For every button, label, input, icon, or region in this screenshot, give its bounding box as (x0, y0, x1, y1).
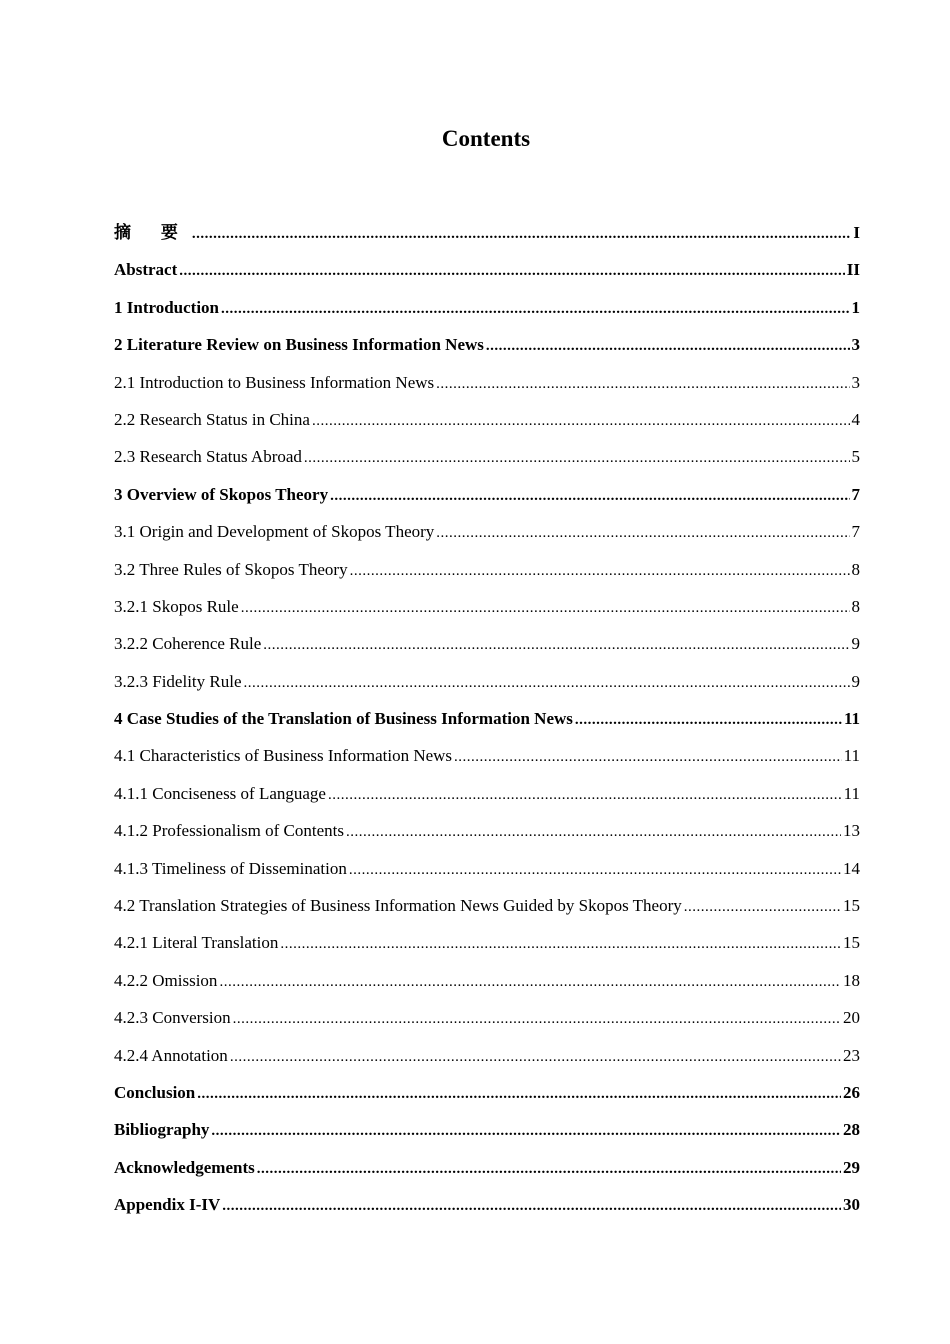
toc-entry-label: 4.2 Translation Strategies of Business Information News Guided by Skopos Theory (114, 896, 682, 916)
toc-entry-label: 2 Literature Review on Business Information News (114, 335, 484, 355)
toc-entry-page-number: 28 (843, 1120, 860, 1140)
toc-entry (114, 1111, 860, 1148)
toc-entry (114, 625, 860, 662)
toc-entry-page-number: 8 (851, 559, 860, 579)
toc-entry-page-number: 15 (843, 896, 860, 916)
toc-entry (114, 438, 860, 475)
toc-entry-label: Abstract (114, 260, 178, 280)
toc-entry (114, 1186, 860, 1223)
toc-dot-leader (684, 889, 841, 924)
table-of-contents (114, 214, 860, 1224)
toc-entry-label: 4.2.2 Omission (114, 970, 218, 990)
toc-entry (114, 775, 860, 812)
toc-entry-page-number: 9 (851, 634, 860, 654)
toc-entry-label: Bibliography (114, 1120, 210, 1140)
toc-entry-label: Appendix I-IV (114, 1195, 221, 1215)
toc-entry-page-number: II (846, 260, 860, 280)
toc-entry-label: 2.3 Research Status Abroad (114, 447, 302, 467)
toc-entry-label: 1 Introduction (114, 297, 220, 317)
toc-entry-page-number: 3 (851, 372, 860, 392)
toc-entry (114, 962, 860, 999)
toc-entry (114, 214, 860, 251)
toc-entry-page-number: 8 (851, 596, 860, 616)
toc-dot-leader (330, 478, 849, 513)
toc-entry-page-number: 15 (843, 933, 860, 953)
toc-dot-leader (454, 739, 842, 774)
toc-entry (114, 588, 860, 625)
toc-entry-page-number: 3 (851, 335, 860, 355)
toc-dot-leader (436, 515, 849, 550)
toc-dot-leader (222, 1188, 841, 1223)
toc-entry (114, 364, 860, 401)
toc-entry-page-number: 26 (843, 1082, 860, 1102)
toc-dot-leader (436, 366, 849, 401)
toc-entry (114, 887, 860, 924)
toc-dot-leader (486, 328, 850, 363)
toc-entry (114, 1037, 860, 1074)
toc-entry-page-number: 7 (851, 522, 860, 542)
toc-dot-leader (346, 814, 841, 849)
toc-entry-page-number: 9 (851, 671, 860, 691)
toc-entry-page-number: 7 (851, 484, 860, 504)
toc-dot-leader (349, 852, 841, 887)
toc-dot-leader (211, 1113, 841, 1148)
toc-entry (114, 663, 860, 700)
toc-entry-label: 摘 要 (114, 223, 190, 243)
toc-dot-leader (350, 553, 850, 588)
toc-entry (114, 551, 860, 588)
toc-entry (114, 999, 860, 1036)
toc-dot-leader (280, 926, 841, 961)
toc-entry (114, 513, 860, 550)
toc-dot-leader (244, 665, 850, 700)
toc-entry-page-number: 29 (843, 1157, 860, 1177)
toc-entry-label: 3.2.2 Coherence Rule (114, 634, 262, 654)
toc-dot-leader (263, 627, 849, 662)
toc-entry-label: 4.2.1 Literal Translation (114, 933, 279, 953)
toc-entry-label: 4.2.3 Conversion (114, 1008, 231, 1028)
toc-entry-page-number: 13 (843, 821, 860, 841)
toc-entry (114, 700, 860, 737)
toc-entry-page-number: 5 (851, 447, 860, 467)
toc-entry (114, 737, 860, 774)
toc-entry-label: 3.2.1 Skopos Rule (114, 596, 239, 616)
toc-entry (114, 850, 860, 887)
toc-entry-page-number: 23 (843, 1045, 860, 1065)
toc-entry-page-number: 18 (843, 970, 860, 990)
toc-entry-label: 2.1 Introduction to Business Information News (114, 372, 435, 392)
toc-entry-label: Acknowledgements (114, 1157, 255, 1177)
page-title: Contents (441, 126, 531, 151)
toc-entry-label: 4.1 Characteristics of Business Information News (114, 746, 453, 766)
toc-entry (114, 1149, 860, 1186)
toc-entry-label: 4.1.3 Timeliness of Dissemination (114, 858, 347, 878)
toc-entry (114, 289, 860, 326)
toc-entry (114, 924, 860, 961)
toc-entry-page-number: I (853, 223, 860, 242)
toc-dot-leader (230, 1039, 841, 1074)
toc-entry-label: 3.2.3 Fidelity Rule (114, 671, 242, 691)
toc-entry-page-number: 14 (843, 858, 860, 878)
toc-entry (114, 476, 860, 513)
toc-dot-leader (197, 1076, 841, 1111)
toc-dot-leader (219, 964, 841, 999)
toc-dot-leader (192, 216, 851, 251)
toc-entry-label: 3.1 Origin and Development of Skopos Theory (114, 522, 435, 542)
toc-entry-label: Conclusion (114, 1082, 196, 1102)
toc-entry-page-number: 1 (851, 297, 860, 317)
toc-entry-page-number: 11 (843, 783, 860, 803)
toc-entry-label: 4 Case Studies of the Translation of Business Information News (114, 709, 573, 729)
toc-dot-leader (257, 1151, 841, 1186)
toc-entry-page-number: 30 (843, 1195, 860, 1215)
toc-entry-label: 3 Overview of Skopos Theory (114, 484, 329, 504)
toc-entry-label: 4.1.2 Professionalism of Contents (114, 821, 344, 841)
toc-dot-leader (312, 403, 850, 438)
toc-entry (114, 251, 860, 288)
toc-dot-leader (241, 590, 850, 625)
toc-dot-leader (328, 777, 842, 812)
toc-entry-page-number: 20 (843, 1008, 860, 1028)
toc-entry-page-number: 4 (851, 409, 860, 429)
toc-entry (114, 812, 860, 849)
toc-entry (114, 1074, 860, 1111)
toc-entry (114, 326, 860, 363)
toc-entry (114, 401, 860, 438)
toc-entry-page-number: 11 (843, 709, 860, 729)
toc-entry-label: 4.2.4 Annotation (114, 1045, 228, 1065)
toc-entry-label: 4.1.1 Conciseness of Language (114, 783, 326, 803)
toc-dot-leader (233, 1001, 841, 1036)
toc-dot-leader (221, 291, 849, 326)
toc-entry-label: 2.2 Research Status in China (114, 409, 310, 429)
toc-dot-leader (179, 253, 845, 288)
toc-dot-leader (575, 702, 842, 737)
toc-dot-leader (304, 440, 850, 475)
toc-entry-label: 3.2 Three Rules of Skopos Theory (114, 559, 348, 579)
toc-entry-page-number: 11 (843, 746, 860, 766)
